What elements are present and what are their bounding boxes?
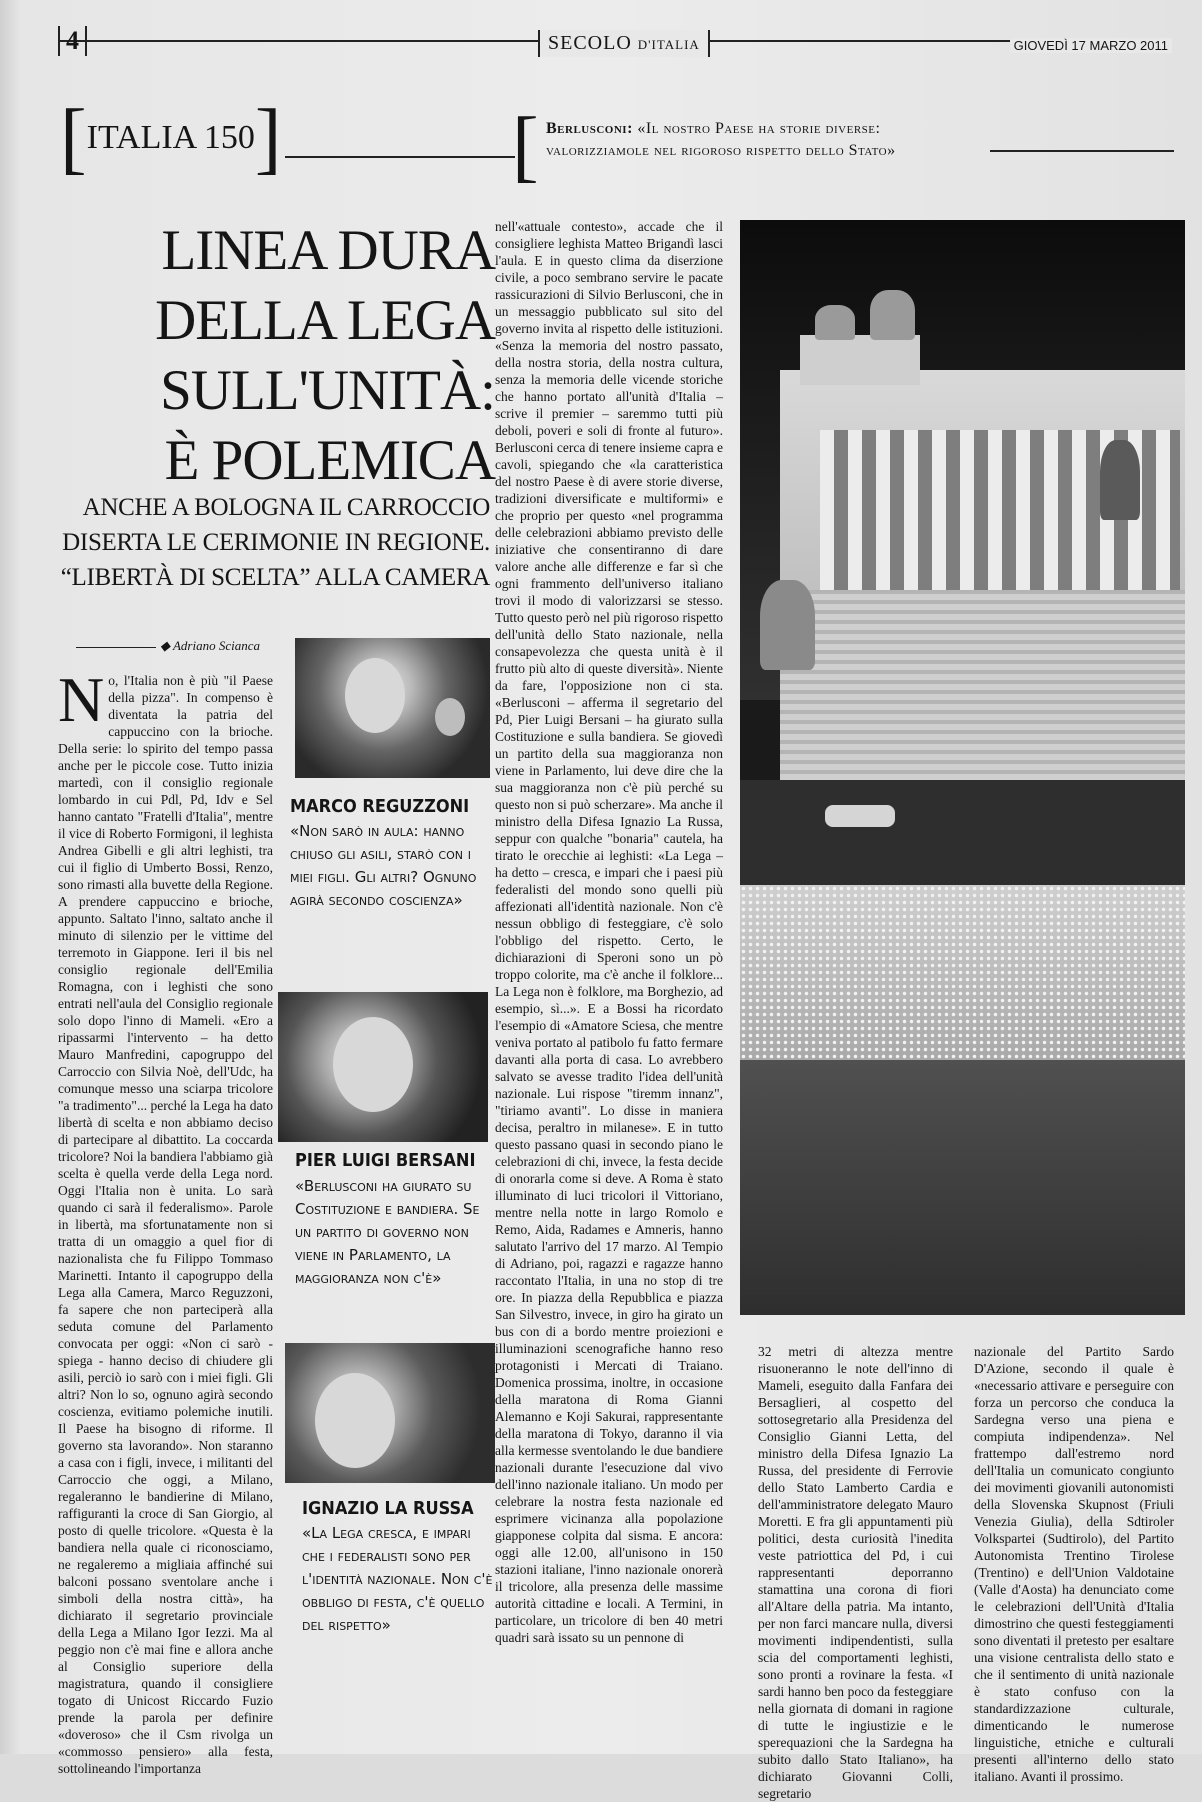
photo-bersani [278,992,488,1142]
dropcap: N [58,664,105,735]
photo-reguzzoni [295,638,490,778]
subhead: ANCHE A BOLOGNA IL CARROCCIO DISERTA LE CERIMONIE IN REGIONE. “LIBERTÀ DI SCELTA” ALLA CAMERA [60,494,490,591]
section-label: [ ITALIA 150 ] [60,94,282,182]
author-name: Adriano Scianca [172,638,260,653]
photo-vittoriano [740,220,1185,1315]
section-rule [285,156,515,158]
kicker [520,118,896,162]
article-column-2: nell'«attuale contesto», accade che il consigliere leghista Matteo Brigandì lasci l'aula. E in questo clima da diserzione civile, a poco sembrano servire le pacate rassicurazioni di Silvio Berlusconi, che in un messaggio pubblicato sul sito del governo invita al rispetto delle istituzioni. «Senza la memoria del nostro passato, della nostra storia, della nostra cultura, senza la memoria delle vicende storiche che hanno portato all'unità d'Italia – scrive il premier – saremmo tutti più deboli, poveri e soli di fronte al futuro». Berlusconi cerca di tenere insieme capra e cavoli, spiegando che «la caratteristica del nostro Paese è di avere storie diverse, tradizioni diversificate e multiformi» e che proprio per questo «nel programma delle celebrazioni abbiamo previsto delle iniziative che consentiranno di dare valore anche alle differenze e far sì che ogni frammento dell'universo italiano trovi il modo di valorizzarsi se stesso. Tutto questo però nel più rigoroso rispetto dell'unità dello Stato nazionale, nella consapevolezza che questa unità è il frutto più alto di queste diversità». Niente da fare, l'opposizione non ci sta. «Berlusconi – afferma il segretario del Pd, Pier Luigi Bersani – ha giurato sulla Costituzione e sulla bandiera. Se giovedì un partito della sua maggioranza non viene in Parlamento, lui deve dire che la sua maggioranza non c'è più perché su questo non si può scherzare». Ma anche il ministro della Difesa Ignazio La Russa, seppur con qualche "bonaria" cautela, ha tirato le orecchie ai leghisti: «La Lega – ha detto – cresca, e impari che i paesi più federalisti del mondo sono quelli più affezionati all'identità nazionale. Non c'è nessun obbligo di festeggiare, c'è solo l'obbligo del rispetto. Certo, le dichiarazioni di Speroni sono un pò troppo colorite, ma c'è anche il folklore... La Lega non è folklore, ma Borghezio, ad esempio, sì...». E a Bossi ha ricordato l'esempio di «Amatore Sciesa, che mentre veniva portato al patibolo fu fatto fermare davanti alla porta di casa. Lo avrebbero salvato se avesse tradito l'idea dell'unità nazionale. Lui rispose "tiremm innanz", "tiriamo avanti". Lo disse in maniera decisa, peraltro in milanese». E in tutto questo passano quasi in secondo piano le celebrazioni di chi, invece, la festa decide di onorarla come si deve. A Roma è stato illuminato di luci tricolori il Vittoriano, mentre nella notte in largo Romolo e Remo, Aida, Radames e Amneris, hanno salutato l'arrivo del 17 marzo. Al Tempio di Adriano, poi, ragazzi e ragazze hanno raccontato l'Italia, in una no stop di tre ore. In piazza della Repubblica e piazza San Silvestro, invece, in giro ha girato un bus con di a bordo mentre proiezioni e illuminazioni scenografiche hanno reso protagonisti i Mercati di Traiano. Domenica prossima, inoltre, in occasione della maratona di Roma Gianni Alemanno e Koji Sakurai, rappresentante della maratona di Tokyo, daranno il via alla kermesse sventolando le due bandiere nazionali durante l'esecuzione dal vivo dell'inno nazionale italiano. Un modo per celebrare la nostra festa nazionale ed esprimere vicinanza alla popolazione giapponese colpita dal sisma. E ancora: oggi alle 12.00, all'unisono in 150 stazioni italiane, l'inno nazionale onorerà il tricolore, alla presenza delle massime autorità cittadine e locali. A Termini, in particolare, un tricolore di ben 40 metri quadri sarà issato su un pennone di [495,219,723,1645]
kicker-line2: valorizziamole nel rigoroso rispetto dello Stato» [546,142,896,159]
photo-la-russa [285,1343,495,1483]
article-column-1 [58,664,273,1776]
quote-name-reguzzoni: MARCO REGUZZONI [290,796,470,817]
kicker-rule [990,150,1174,152]
newspaper-page: 4 SECOLO D'ITALIA GIOVEDÌ 17 MARZO 2011 [ ITALIA 150 ] [ Berlusconi: «Il nostro Paese ha storie diverse: valorizziamole nel rigoroso rispetto dello Stato» LINEA DURA DELLA LEGA SULL'UNITÀ: È POLEMICA ANCHE A BOLOGNA IL CARROCCIO DISERTA LE CERIMONIE IN REGIONE. “LIBERTÀ DI SCELTA” ALLA CAMERA ◆ Adriano Scianca No, l'Italia non è più "il Paese della pizza". In compenso è diventata la patria del cappuccino con la brioche. Della serie: lo spirito del tempo passa anche per le piccole cose. Tutto inizia martedì, con il consiglio regionale lombardo in cui Pdl, Pd, Idv e Sel hanno cantato "Fratelli d'Italia", mentre il vice di Roberto Formigoni, il leghista Andrea Gibelli e gli altri leghisti, tra cui il figlio di Umberto Bossi, Renzo, sono rimasti alla buvette della Regione. A prendere cappuccino e brioche, appunto. Saltato l'inno, saltato anche il minuto di silenzio per le vittime del terremoto in Giappone. Ieri il bis nel consiglio regionale dell'Emilia Romagna, con i leghisti che sono entrati nell'aula del Consiglio regionale solo dopo l'inno di Mameli. «Ero a ripassarmi l'intervento – ha detto Mauro Manfredini, capogruppo del Carroccio con Silvia Noè, dell'Udc, ha comunque messo una sciarpa tricolore "a tradimento"... perché la Lega ha dato libertà di scelta e non abbiamo deciso di partecipare al dibattito. La coccarda tricolore? Noi la bandiera l'abbiamo già scelta è quella verde della Lega nord. Oggi l'Italia non è unita. Lo sarà quando ci sarà il federalismo». Parole in libertà, ma sfortunatamente non si tratta di un omaggio a quel fior di nazionalista che fu Filippo Tommaso Marinetti. Intanto il capogruppo della Lega alla Camera, Marco Reguzzoni, fa sapere che non parteciperà alla seduta comune del Parlamento convocata per oggi: «Non ci sarò - spiega - hanno deciso di chiudere gli asili, perciò io sarò con i miei figli. Gli altri? Non lo so, ognuno agirà secondo coscienza, evitiamo polemiche inutili. Il Paese ha bisogno di riforme. Il governo sta lavorando». Non staranno a casa con i figli, invece, i militanti del Carroccio che oggi, a Milano, regaleranno le bandierine di Milano, raffiguranti la croce di San Giorgio, al posto di quelle tricolore. «Questa è la bandiera nella quale ci riconosciamo, ne regaleremo a migliaia affinché sui balconi possano sventolare anche i simboli della nostra città», ha dichiarato il segretario provinciale della Lega a Milano Igor Iezzi. Ma al peggio non c'è mai fine e allora anche al Consiglio superiore della magistratura, quando il consigliere togato di Unicost Riccardo Fuzio prende la parola per definire «doveroso» che il Csm rivolga un «commosso pensiero» alla festa, sottolineando l'importanza MARCO REGUZZONI «Non sarò in aula: hanno chiuso gli asili, starò con i miei figli. Gli altri? Ognuno agirà secondo coscienza» PIER LUIGI BERSANI «Berlusconi ha giurato su Costituzione e bandiera. Se un partito di governo non viene in Parlamento, la maggioranza non c'è» IGNAZIO LA RUSSA «La Lega cresca, e impari che i federalisti sono per l'identità nazionale. Non c'è obbligo di festa, c'è quello del rispetto» nell'«attuale contesto», accade che il consigliere leghista Matteo Brigandì lasci l'aula. E in questo clima da diserzione civile, a poco sembrano servire le pacate rassicurazioni di Silvio Berlusconi, che in un messaggio pubblicato sul sito del governo invita al rispetto delle istituzioni. «Senza la memoria del nostro passato, della nostra storia, della nostra cultura, senza la memoria delle vicende storiche che hanno portato all'unità d'Italia – scrive il premier – saremmo tutti più deboli, poveri e soli di fronte al futuro». Berlusconi cerca di tenere insieme capra e cavoli, spiegando che «la caratteristica del nostro Paese è di avere storie diverse, tradizioni diversificate e multiformi» e che proprio per questo «nel programma delle celebrazioni abbiamo previsto delle iniziative che consentiranno di dare valore anche alle differenze e far sì che ogni frammento dell'universo italiano trovi il modo di valorizzarsi se stesso. Tutto questo però nel più rigoroso rispetto dell'unità dello Stato nazionale, nella consapevolezza che questa unità è il frutto più alto di queste diversità». Niente da fare, l'opposizione non ci sta. «Berlusconi – afferma il segretario del Pd, Pier Luigi Bersani – ha giurato sulla Costituzione e sulla bandiera. Se giovedì un partito della sua maggioranza non viene in Parlamento, lui deve dire che la sua maggioranza non c'è più perché su questo non si può scherzare». Ma anche il ministro della Difesa Ignazio La Russa, seppur con qualche "bonaria" cautela, ha tirato le orecchie ai leghisti: «La Lega – ha detto – cresca, e impari che i paesi più federalisti del mondo sono quelli più affezionati all'identità nazionale. Non c'è nessun obbligo di festeggiare, c'è solo l'obbligo del rispetto. Certo, le dichiarazioni di Speroni sono un pò troppo colorite, ma c'è anche il folklore... La Lega non è folklore, ma Borghezio, ad esempio, sì...». E a Bossi ha ricordato l'esempio di «Amatore Sciesa, che mentre veniva portato al patibolo fu fatto fermare davanti alla porta di casa. Lo avrebbero salvato se avesse tradito l'idea dell'unità nazionale. Lui rispose "tiremm innanz", "tiriamo avanti". Lo disse in maniera decisa, peraltro in milanese». E in tutto questo passano quasi in secondo piano le celebrazioni di chi, invece, la festa decide di onorarla come si deve. A Roma è stato illuminato di luci tricolori il Vittoriano, mentre nella notte in largo Romolo e Remo, Aida, Radames e Amneris, hanno salutato l'arrivo del 17 marzo. Al Tempio di Adriano, poi, ragazzi e ragazze hanno raccontato l'Italia, in una no stop di tre ore. In piazza della Repubblica e piazza San Silvestro, invece, in giro ha girato un bus con di a bordo mentre proiezioni e illuminazioni scenografiche hanno reso protagonisti i Mercati di Traiano. Domenica prossima, inoltre, in occasione della maratona di Roma Gianni Alemanno e Koji Sakurai, rappresentante della maratona di Tokyo, daranno il via alla kermesse sventolando le due bandiere nazionali durante l'esecuzione dal vivo dell'inno nazionale italiano. Un modo per celebrare la nostra festa nazionale ed esprimere vicinanza alla popolazione giapponese colpita dal sisma. E ancora: oggi alle 12.00, all'unisono in 150 stazioni italiane, l'inno nazionale onorerà il tricolore, alla presenza delle massime autorità cittadine e locali. A Termini, in particolare, un tricolore di ben 40 metri quadri sarà issato su un pennone di 32 metri di altezza mentre risuoneranno le note dell'inno di Mameli, eseguito dalla Fanfara dei Bersaglieri, al cospetto del sottosegretario alla Presidenza del Consiglio Gianni Letta, del ministro della Difesa Ignazio La Russa, del presidente di Ferrovie dello Stato Lamberto Cardia e dell'amministratore delegato Mauro Moretti. E fra gli appuntamenti più politici, desta curiosità l'inedita veste patriottica del Pd, i cui rappresentanti deporranno stamattina una corona di fiori all'Altare della patria. Ma intanto, per non farci mancare nulla, diversi movimenti indipendentisti, sulla scia del comportamenti leghisti, sono pronti a rovinare la festa. «I sardi hanno ben poco da festeggiare nella giornata di domani in ragione di tutte le ingiustizie e le sperequazioni che la Sardegna ha subito dallo Stato Italiano», ha dichiarato Giovanni Colli, segretario nazionale del Partito Sardo D'Azione, secondo il quale è «necessario attivare e perseguire con forza un percorso che conduca la Sardegna verso una piena e compiuta indipendenza». Nel frattempo dall'estremo nord dell'Italia un comunicato congiunto dei movimenti giovanili autonomisti della Slovenska Skupnost (Friuli Venezia Giulia), della Sdtiroler Volkspartei (Sudtirolo), del Partito Autonomista Trentino Tirolese (Trentino) e dell'Union Valdotaine (Valle d'Aosta) ha denunciato come le celebrazioni dell'Unità d'Italia dimostrino che questi festeggiamenti sono diventati il pretesto per esaltare una visione centralista dello stato e che il sentimento di unità nazionale è stato confuso con la standardizzazione culturale, dimenticando le numerose linguistiche, etniche e culturali presenti all'interno dello stato italiano. Avanti il prossimo. [0,0,1202,1754]
quote-text-la-russa: «La Lega cresca, e impari che i federalisti sono per l'identità nazionale. Non c'è obbligo di festa, c'è quello del rispetto» [302,1524,493,1634]
quote-text-bersani: «Berlusconi ha giurato su Costituzione e bandiera. Se un partito di governo non viene in Parlamento, la maggioranza non c'è» [295,1177,480,1287]
section-title: ITALIA 150 [86,119,255,156]
article-column-4: nazionale del Partito Sardo D'Azione, secondo il quale è «necessario attivare e perseguire con forza un percorso che conduca la Sardegna verso una piena e compiuta indipendenza». Nel frattempo dall'estremo nord dell'Italia un comunicato congiunto dei movimenti giovanili autonomisti della Slovenska Skupnost (Friuli Venezia Giulia), della Sdtiroler Volkspartei (Sudtirolo), del Partito Autonomista Trentino Tirolese (Trentino) e dell'Union Valdotaine (Valle d'Aosta) ha denunciato come le celebrazioni dell'Unità d'Italia dimostrino che questi festeggiamenti sono diventati il pretesto per esaltare una visione centralista dello stato e che il sentimento di unità nazionale è stato confuso con la standardizzazione culturale, dimenticando le numerose linguistiche, etniche e culturali presenti all'interno dello stato italiano. Avanti il prossimo. [974,1344,1174,1784]
article-column-3: 32 metri di altezza mentre risuoneranno le note dell'inno di Mameli, eseguito dalla Fanfara dei Bersaglieri, al cospetto del sottosegretario alla Presidenza del Consiglio Gianni Letta, del ministro della Difesa Ignazio La Russa, del presidente di Ferrovie dello Stato Lamberto Cardia e dell'amministratore delegato Mauro Moretti. E fra gli appuntamenti più politici, desta curiosità l'inedita veste patriottica del Pd, i cui rappresentanti deporranno stamattina una corona di fiori all'Altare della patria. Ma intanto, per non farci mancare nulla, diversi movimenti indipendentisti, sulla scia del comportamenti leghisti, sono pronti a rovinare la festa. «I sardi hanno ben poco da festeggiare nella giornata di domani in ragione di tutte le ingiustizie e le sperequazioni che la Sardegna ha subito dallo Stato Italiano», ha dichiarato Giovanni Colli, segretario [758,1344,953,1801]
masthead [538,30,710,57]
column-1-text: o, l'Italia non è più "il Paese della pizza". In compenso è diventata la patria del cappuccino con la brioche. Della serie: lo spirito del tempo passa anche per le piccole cose. Tutto inizia martedì, con il consiglio regionale lombardo in cui Pdl, Pd, Idv e Sel hanno cantato "Fratelli d'Italia", mentre il vice di Roberto Formigoni, il leghista Andrea Gibelli e gli altri leghisti, tra cui il figlio di Umberto Bossi, Renzo, sono rimasti alla buvette della Regione. A prendere cappuccino e brioche, appunto. Saltato l'inno, saltato anche il minuto di silenzio per le vittime del terremoto in Giappone. Ieri il bis nel consiglio regionale dell'Emilia Romagna, con i leghisti che sono entrati nell'aula del Consiglio regionale solo dopo l'inno di Mameli. «Ero a ripassarmi l'intervento – ha detto Mauro Manfredini, capogruppo del Carroccio con Silvia Noè, dell'Udc, ha comunque messo una sciarpa tricolore "a tradimento"... perché la Lega ha dato libertà di scelta e non abbiamo deciso di partecipare al dibattito. La coccarda tricolore? Noi la bandiera l'abbiamo già scelta è quella verde della Lega nord. Oggi l'Italia non è unita. Lo sarà quando ci sarà il federalismo». Parole in libertà, ma sfortunatamente non si tratta di un omaggio a quel fior di nazionalista che fu Filippo Tommaso Marinetti. Intanto il capogruppo della Lega alla Camera, Marco Reguzzoni, fa sapere che non parteciperà alla seduta comune del Parlamento convocata per oggi: «Non ci sarò - spiega - hanno deciso di chiudere gli asili, perciò io sarò con i miei figli. Gli altri? Non lo so, ognuno agirà secondo coscienza, evitiamo polemiche inutili. Il Paese ha bisogno di riforme. Il governo sta lavorando». Non staranno a casa con i figli, invece, i militanti del Carroccio che oggi, a Milano, regaleranno le bandierine di Milano, raffiguranti la croce di San Giorgio, al posto di quelle tricolore. «Questa è la bandiera nella quale ci riconosciamo, ne regaleremo a migliaia affinché sui balconi possano sventolare anche i simboli della nostra città», ha dichiarato il segretario provinciale della Lega a Milano Igor Iezzi. Ma al peggio non c'è mai fine e allora anche al Consiglio superiore della magistratura, quando il consigliere togato di Unicost Riccardo Fuzio prende la parola per definire «doveroso» che il Csm rivolga un «commosso pensiero» alla festa, sottolineando l'importanza [58,673,273,1776]
page-number: 4 [58,26,87,56]
byline: ◆ Adriano Scianca [60,638,260,654]
kicker-bold: Berlusconi: [546,120,633,137]
quote-name-la-russa: IGNAZIO LA RUSSA [302,1498,474,1519]
headline: LINEA DURA DELLA LEGA SULL'UNITÀ: È POLEMICA [155,219,495,492]
kicker-line1: «Il nostro Paese ha storie diverse: [632,120,881,137]
quote-text-reguzzoni: «Non sarò in aula: hanno chiuso gli asili, starò con i miei figli. Gli altri? Ognuno agirà secondo coscienza» [290,822,477,909]
issue-date: GIOVEDÌ 17 MARZO 2011 [1010,38,1172,53]
quote-name-bersani: PIER LUIGI BERSANI [295,1150,476,1171]
masthead-small: D'ITALIA [637,37,700,52]
masthead-main: SECOLO [548,32,638,54]
